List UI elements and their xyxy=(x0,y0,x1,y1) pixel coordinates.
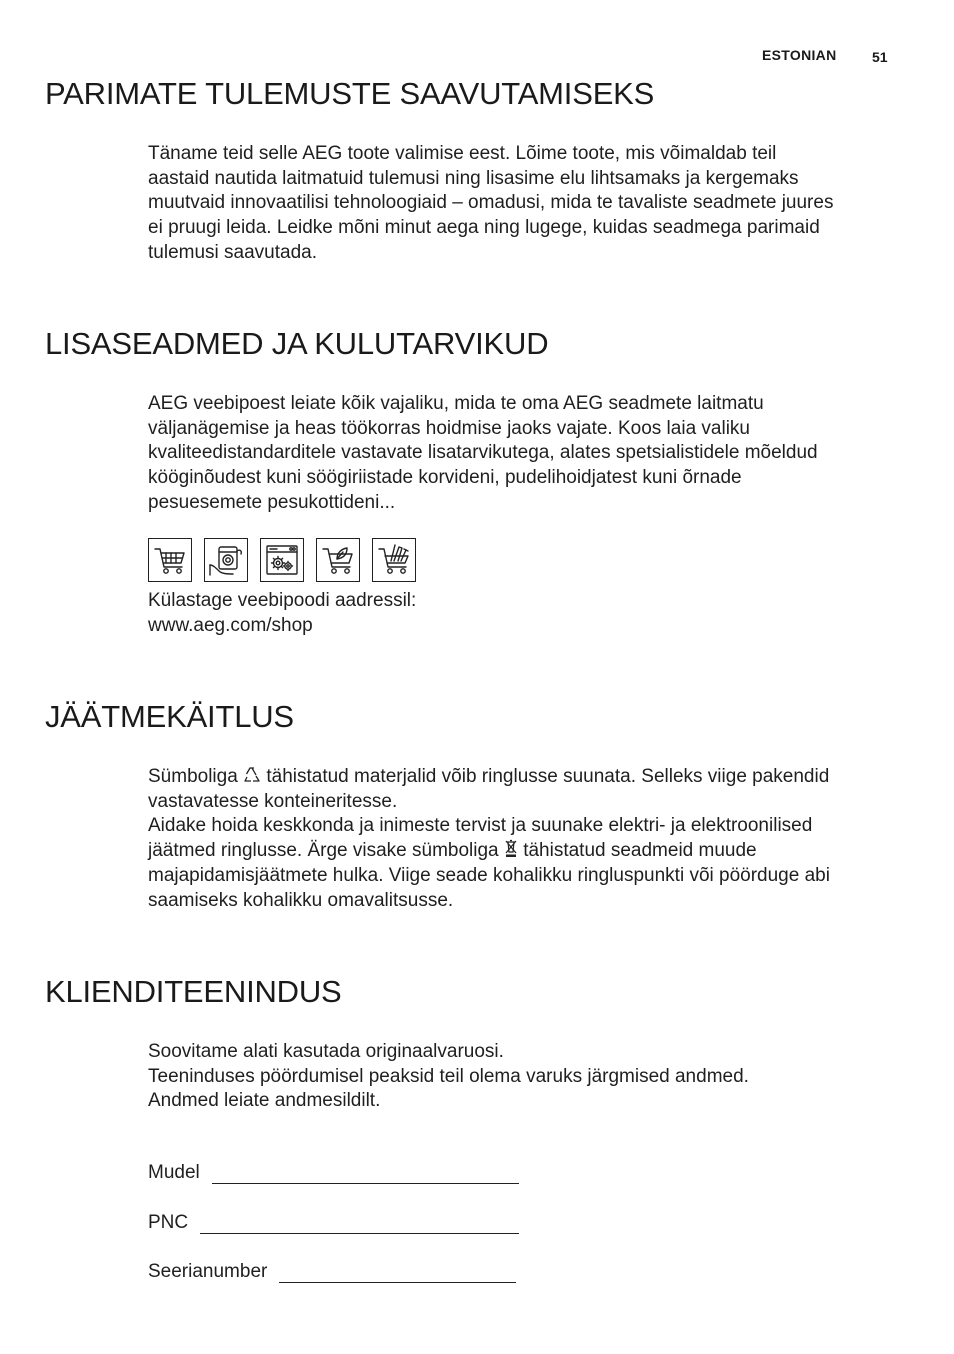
section-title-waste: JÄÄTMEKÄITLUS xyxy=(45,699,294,734)
pnc-field[interactable] xyxy=(148,1212,519,1234)
model-field[interactable] xyxy=(148,1162,519,1184)
washing-machine-icon xyxy=(204,538,248,582)
section-title-accessories: LISASEADMED JA KULUTARVIKUD xyxy=(45,326,549,361)
accessories-paragraph: AEG veebipoest leiate kõik vajaliku, mida te oma AEG seadmete laitmatu väljanägemise ja heas töökorras hoidmise jaoks vajate. Koos laia valiku kvaliteedistandarditele vastavate lisatarvikutega, alates spetsialistidele mõeldud kööginõudest kuni söögiriistade korvideni, pudelihoidjatest kuni õrnade pesuesemete pesukottideni... xyxy=(148,393,818,513)
crossed-bin-icon xyxy=(504,839,518,858)
pnc-field-label: PNC xyxy=(148,1212,189,1233)
customer-service-paragraph: Soovitame alati kasutada originaalvaruosi. Teeninduses pöördumisel peaksid teil olema varuks järgmised andmed. Andmed leiate andmesildilt. xyxy=(148,1041,749,1112)
serial-number-field[interactable] xyxy=(148,1261,516,1283)
shop-paragraph: Külastage veebipoodi aadressil: www.aeg.com/shop xyxy=(148,589,893,638)
model-field-label: Mudel xyxy=(148,1162,200,1183)
serial-number-field-line[interactable] xyxy=(279,1262,516,1283)
pnc-field-line[interactable] xyxy=(200,1213,519,1234)
header-language: ESTONIAN xyxy=(762,47,837,63)
intro-paragraph: Täname teid selle AEG toote valimise eest. Lõime toote, mis võimaldab teil aastaid nautida laitmatuid tulemusi ning lisasime elu lihtsamaks ja kergemaks muutvaid innovaatilisi tehnoloogiaid – omadusi, mida te tavaliste seadmete juures ei pruugi leida. Leidke mõni minut aega ning lugege, kuidas seadmega parimaid tulemusi saavutada. xyxy=(148,143,834,263)
page-number: 51 xyxy=(872,49,888,65)
appliance-gear-icon xyxy=(260,538,304,582)
section-title-customer-service: KLIENDITEENINDUS xyxy=(45,974,342,1009)
shop-url: www.aeg.com/shop xyxy=(148,614,313,636)
cart-leaf-icon xyxy=(316,538,360,582)
shopping-cart-icon xyxy=(148,538,192,582)
recycle-icon xyxy=(243,766,261,784)
shop-icon-row xyxy=(148,538,416,582)
section-title-best-results: PARIMATE TULEMUSTE SAAVUTAMISEKS xyxy=(45,76,655,111)
model-field-line[interactable] xyxy=(212,1163,519,1184)
serial-number-field-label: Seerianumber xyxy=(148,1261,268,1282)
waste-paragraph: Sümboliga tähistatud materjalid võib ringlusse suunata. Selleks viige pakendid vastavatesse konteineritesse. Aidake hoida keskkonda ja inimeste tervist ja suunake elektri- ja elektroonilised jäätmed ringlusse. Ärge visake sümboliga tähistatud seadmeid muude majapidamisjäätmete hulka. Viige seade kohalikku ringluspunkti või pöörduge abi saamiseks kohalikku omavalitsusse. xyxy=(148,766,830,911)
cart-tools-icon xyxy=(372,538,416,582)
